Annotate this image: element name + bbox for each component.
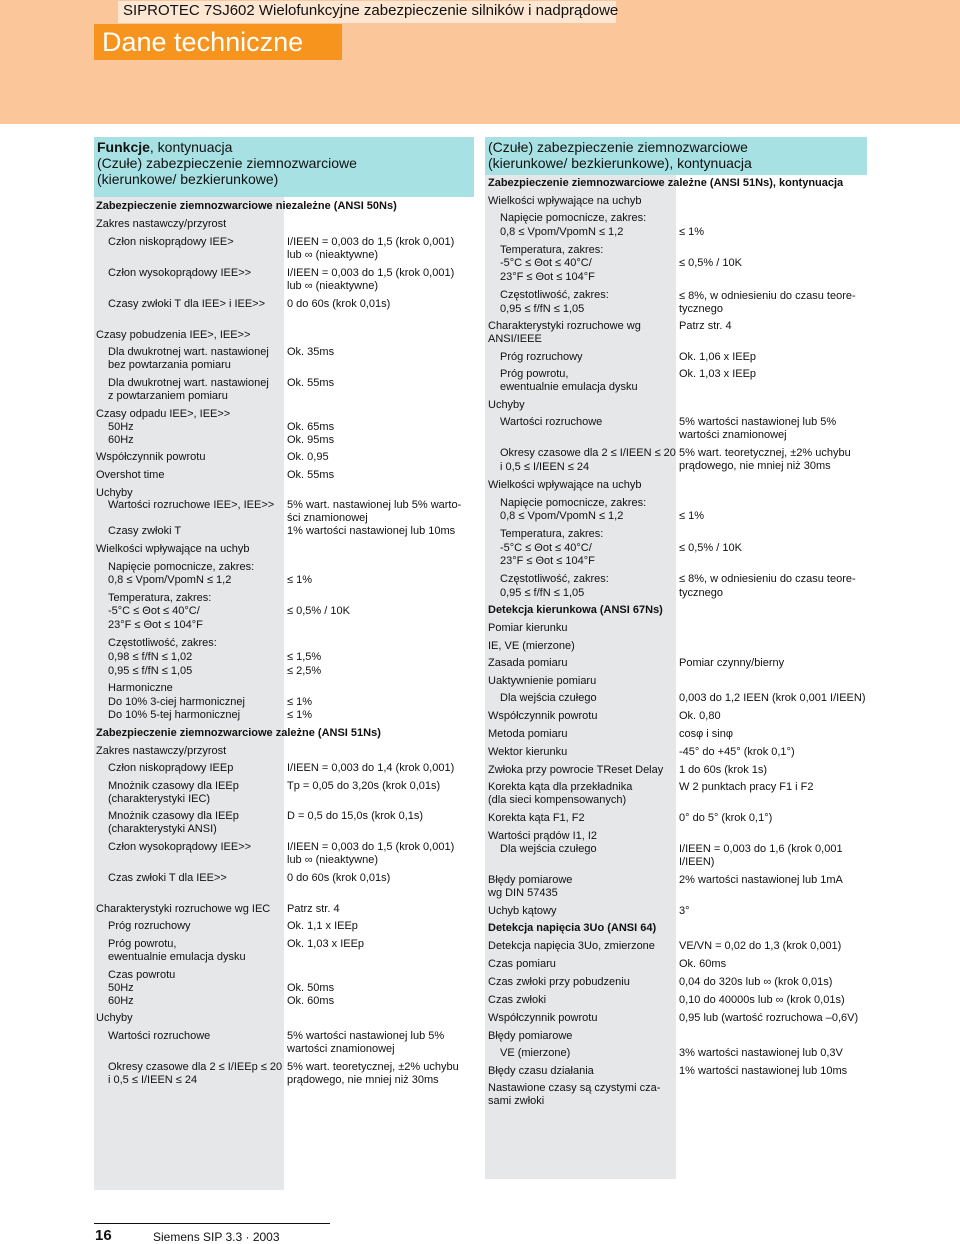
right-param-label: ewentualnie emulacja dysku — [500, 381, 638, 393]
right-param-label: Nastawione czasy są czystymi cza- — [488, 1082, 661, 1094]
left-param-value: ≤ 2,5% — [287, 665, 322, 677]
document-title: SIPROTEC 7SJ602 Wielofunkcyjne zabezpieczenie silników i nadprądowe — [118, 1, 616, 23]
left-param-label: Człon niskoprądowy IEE> — [108, 236, 234, 248]
right-param-label: Czas zwłoki przy pobudzeniu — [488, 976, 630, 988]
left-param-label: i 0,5 ≤ I/IEEN ≤ 24 — [108, 1074, 198, 1086]
right-param-label: -5°C ≤ Θot ≤ 40°C/ — [500, 257, 592, 269]
left-param-label: Uchyby — [96, 1012, 133, 1024]
left-param-value: lub ∞ (nieaktywne) — [287, 249, 378, 261]
right-param-value: 3° — [679, 905, 690, 917]
left-param-value: 0 do 60s (krok 0,01s) — [287, 298, 391, 310]
right-param-label: 0,8 ≤ Vpom/VpomN ≤ 1,2 — [500, 510, 624, 522]
left-param-label: Uchyby — [96, 487, 133, 499]
right-param-label: Błędy pomiarowe — [488, 874, 573, 886]
left-param-value: Ok. 50ms — [287, 982, 335, 994]
left-heading-bold: Funkcje — [97, 139, 150, 155]
left-param-label: bez powtarzania pomiaru — [108, 359, 231, 371]
right-param-label: Próg rozruchowy — [500, 351, 583, 363]
left-param-value: Ok. 55ms — [287, 377, 335, 389]
right-param-label: Błędy pomiarowe — [488, 1030, 573, 1042]
left-param-label: Harmoniczne — [108, 682, 173, 694]
left-param-label: Napięcie pomocnicze, zakres: — [108, 561, 255, 573]
left-param-value: 0 do 60s (krok 0,01s) — [287, 872, 391, 884]
left-param-value: wartości znamionowej — [287, 1043, 395, 1055]
left-param-label: (charakterystyki ANSI) — [108, 823, 217, 835]
left-param-label: 50Hz — [108, 421, 134, 433]
right-section-heading — [485, 137, 867, 175]
left-param-label: Próg rozruchowy — [108, 920, 191, 932]
left-param-label: Człon wysokoprądowy IEE>> — [108, 841, 252, 853]
left-param-label: 50Hz — [108, 982, 134, 994]
right-param-value: 3% wartości nastawionej lub 0,3V — [679, 1047, 843, 1059]
right-param-label: 0,95 ≤ f/fN ≤ 1,05 — [500, 587, 585, 599]
left-param-label: Okresy czasowe dla 2 ≤ I/IEEp ≤ 20 — [108, 1061, 283, 1073]
left-param-value: Ok. 1,03 x IEEp — [287, 938, 365, 950]
left-param-value: Ok. 0,95 — [287, 451, 329, 463]
right-param-label: Wielkości wpływające na uchyb — [488, 195, 642, 207]
page-number: 16 — [95, 1227, 112, 1244]
left-param-value: 5% wart. teoretycznej, ±2% uchybu — [287, 1061, 459, 1073]
left-param-label: Mnożnik czasowy dla IEEp — [108, 810, 239, 822]
left-param-label: Zabezpieczenie ziemnozwarciowe niezależne (ANSI 50Ns) — [96, 200, 397, 212]
left-param-label: Do 10% 3-ciej harmonicznej — [108, 696, 245, 708]
left-param-value: 5% wartości nastawionej lub 5% — [287, 1030, 445, 1042]
left-param-value: ści znamionowej — [287, 512, 368, 524]
right-param-label: VE (mierzone) — [500, 1047, 571, 1059]
right-param-value: Patrz str. 4 — [679, 320, 732, 332]
right-param-label: Współczynnik powrotu — [488, 710, 598, 722]
right-param-label: Zasada pomiaru — [488, 657, 568, 669]
right-param-value: cosφ i sinφ — [679, 728, 734, 740]
right-param-value: tycznego — [679, 587, 724, 599]
footer-rule — [94, 1223, 330, 1224]
right-param-value: VE/VN = 0,02 do 1,3 (krok 0,001) — [679, 940, 842, 952]
left-param-value: Tp = 0,05 do 3,20s (krok 0,01s) — [287, 780, 441, 792]
right-param-value: 1 do 60s (krok 1s) — [679, 764, 768, 776]
left-param-label: Wartości rozruchowe IEE>, IEE>> — [108, 499, 275, 511]
left-param-label: 0,95 ≤ f/fN ≤ 1,05 — [108, 665, 193, 677]
right-param-label: Detekcja napięcia 3Uo (ANSI 64) — [488, 922, 657, 934]
right-heading-rest: , kontynuacja — [669, 155, 752, 171]
right-param-label: Błędy czasu działania — [488, 1065, 594, 1077]
right-param-label: Temperatura, zakres: — [500, 528, 604, 540]
right-param-label: Korekta kąta dla przekładnika — [488, 781, 633, 793]
left-param-label: Charakterystyki rozruchowe wg IEC — [96, 903, 271, 915]
right-param-label: Dla wejścia czułego — [500, 843, 597, 855]
right-param-label: 0,8 ≤ Vpom/VpomN ≤ 1,2 — [500, 226, 624, 238]
right-param-label: IE, VE (mierzone) — [488, 640, 575, 652]
right-param-label: Korekta kąta F1, F2 — [488, 812, 585, 824]
right-param-value: W 2 punktach pracy F1 i F2 — [679, 781, 814, 793]
left-param-value: lub ∞ (nieaktywne) — [287, 280, 378, 292]
left-param-label: Współczynnik powrotu — [96, 451, 206, 463]
right-param-label: 23°F ≤ Θot ≤ 104°F — [500, 555, 595, 567]
left-param-label: Zakres nastawczy/przyrost — [96, 745, 227, 757]
right-param-value: wartości znamionowej — [679, 429, 787, 441]
left-param-label: z powtarzaniem pomiaru — [108, 390, 228, 402]
right-param-value: 0,10 do 40000s lub ∞ (krok 0,01s) — [679, 994, 845, 1006]
left-param-value: Ok. 60ms — [287, 995, 335, 1007]
right-param-value: I/IEEN = 0,003 do 1,6 (krok 0,001 — [679, 843, 843, 855]
right-param-label: Napięcie pomocnicze, zakres: — [500, 497, 647, 509]
right-param-label: Zwłoka przy powrocie TReset Delay — [488, 764, 664, 776]
right-param-label: Czas zwłoki — [488, 994, 547, 1006]
right-param-value: ≤ 0,5% / 10K — [679, 257, 742, 269]
right-param-label: Wektor kierunku — [488, 746, 568, 758]
left-param-label: Dla dwukrotnej wart. nastawionej — [108, 346, 269, 358]
left-param-label: Do 10% 5-tej harmonicznej — [108, 709, 241, 721]
right-param-value: 1% wartości nastawionej lub 10ms — [679, 1065, 848, 1077]
right-param-value: ≤ 1% — [679, 510, 704, 522]
right-param-label: Metoda pomiaru — [488, 728, 568, 740]
right-param-label: sami zwłoki — [488, 1095, 545, 1107]
right-param-value: Ok. 1,06 x IEEp — [679, 351, 757, 363]
right-param-label: Okresy czasowe dla 2 ≤ I/IEEN ≤ 20 — [500, 447, 676, 459]
left-section-heading — [94, 137, 474, 197]
right-heading-bold: (Czułe) zabezpieczenie ziemnozwarciowe (kierunkowe/ bezkierunkowe) — [488, 139, 748, 171]
right-param-value: 5% wartości nastawionej lub 5% — [679, 416, 837, 428]
right-param-value: ≤ 8%, w odniesieniu do czasu teore- — [679, 573, 856, 585]
left-param-value: I/IEEN = 0,003 do 1,5 (krok 0,001) — [287, 267, 455, 279]
right-param-label: Wartości prądów I1, I2 — [488, 830, 598, 842]
section-title: Dane techniczne — [94, 24, 342, 60]
right-param-label: Uaktywnienie pomiaru — [488, 675, 597, 687]
right-param-label: Wartości rozruchowe — [500, 416, 603, 428]
right-param-label: 23°F ≤ Θot ≤ 104°F — [500, 271, 595, 283]
right-param-label: 0,95 ≤ f/fN ≤ 1,05 — [500, 303, 585, 315]
right-param-label: Czas pomiaru — [488, 958, 556, 970]
left-param-value: Ok. 1,1 x IEEp — [287, 920, 358, 932]
left-param-value: ≤ 1% — [287, 709, 312, 721]
right-param-value: -45° do +45° (krok 0,1°) — [679, 746, 795, 758]
right-param-label: ANSI/IEEE — [488, 333, 542, 345]
right-param-label: Charakterystyki rozruchowe wg — [488, 320, 641, 332]
right-param-value: ≤ 0,5% / 10K — [679, 542, 742, 554]
left-param-value: Ok. 95ms — [287, 434, 335, 446]
left-param-label: Czasy zwłoki T — [108, 525, 182, 537]
left-param-value: 1% wartości nastawionej lub 10ms — [287, 525, 456, 537]
right-param-label: Temperatura, zakres: — [500, 244, 604, 256]
left-param-label: Człon niskoprądowy IEEp — [108, 762, 234, 774]
left-param-label: Częstotliwość, zakres: — [108, 637, 217, 649]
right-param-label: Częstotliwość, zakres: — [500, 573, 609, 585]
left-param-value: ≤ 1,5% — [287, 651, 322, 663]
right-param-value: Pomiar czynny/bierny — [679, 657, 785, 669]
left-param-value: 5% wart. nastawionej lub 5% warto- — [287, 499, 462, 511]
left-param-value: lub ∞ (nieaktywne) — [287, 854, 378, 866]
left-subheading: (Czułe) zabezpieczenie ziemnozwarciowe (kierunkowe/ bezkierunkowe) — [97, 155, 357, 187]
left-param-value: I/IEEN = 0,003 do 1,5 (krok 0,001) — [287, 841, 455, 853]
left-param-label: Czasy odpadu IEE>, IEE>> — [96, 408, 231, 420]
left-param-label: Wielkości wpływające na uchyb — [96, 543, 250, 555]
left-param-label: 23°F ≤ Θot ≤ 104°F — [108, 619, 203, 631]
right-param-value: ≤ 8%, w odniesieniu do czasu teore- — [679, 290, 856, 302]
left-param-value: I/IEEN = 0,003 do 1,5 (krok 0,001) — [287, 236, 455, 248]
left-param-value: ≤ 0,5% / 10K — [287, 605, 350, 617]
right-param-value: tycznego — [679, 303, 724, 315]
right-param-label: -5°C ≤ Θot ≤ 40°C/ — [500, 542, 592, 554]
left-param-label: 60Hz — [108, 995, 134, 1007]
left-param-label: 60Hz — [108, 434, 134, 446]
right-param-value: prądowego, nie mniej niż 30ms — [679, 460, 831, 472]
right-param-label: Napięcie pomocnicze, zakres: — [500, 212, 647, 224]
left-param-label: Zakres nastawczy/przyrost — [96, 218, 227, 230]
right-param-value: Ok. 0,80 — [679, 710, 721, 722]
left-param-value: ≤ 1% — [287, 696, 312, 708]
left-param-label: ewentualnie emulacja dysku — [108, 951, 246, 963]
left-param-value: Ok. 55ms — [287, 469, 335, 481]
left-param-label: Mnożnik czasowy dla IEEp — [108, 780, 239, 792]
right-param-label: Detekcja kierunkowa (ANSI 67Ns) — [488, 604, 663, 616]
left-param-value: Ok. 35ms — [287, 346, 335, 358]
right-param-value: 5% wart. teoretycznej, ±2% uchybu — [679, 447, 851, 459]
left-param-label: Wartości rozruchowe — [108, 1030, 211, 1042]
left-param-value: D = 0,5 do 15,0s (krok 0,1s) — [287, 810, 424, 822]
right-param-label: Uchyby — [488, 399, 525, 411]
right-param-label: wg DIN 57435 — [488, 887, 558, 899]
right-param-label: Pomiar kierunku — [488, 622, 568, 634]
footer-text: Siemens SIP 3.3 · 2003 — [153, 1230, 280, 1244]
right-param-value: 0,003 do 1,2 IEEN (krok 0,001 I/IEEN) — [679, 692, 866, 704]
right-param-value: Ok. 60ms — [679, 958, 727, 970]
right-param-value: 0° do 5° (krok 0,1°) — [679, 812, 773, 824]
left-param-label: (charakterystyki IEC) — [108, 793, 211, 805]
left-param-label: Overshot time — [96, 469, 165, 481]
right-param-label: Wielkości wpływające na uchyb — [488, 479, 642, 491]
left-param-value: Patrz str. 4 — [287, 903, 340, 915]
left-param-label: Temperatura, zakres: — [108, 592, 212, 604]
right-param-label: Zabezpieczenie ziemnozwarciowe zależne (ANSI 51Ns), kontynuacja — [488, 177, 844, 189]
left-heading-rest: , kontynuacja — [149, 139, 233, 155]
right-param-label: (dla sieci kompensowanych) — [488, 794, 627, 806]
left-param-label: Człon wysokoprądowy IEE>> — [108, 267, 252, 279]
right-param-label: Próg powrotu, — [500, 368, 569, 380]
right-param-value: 0,04 do 320s lub ∞ (krok 0,01s) — [679, 976, 833, 988]
left-param-label: Dla dwukrotnej wart. nastawionej — [108, 377, 269, 389]
right-param-value: Ok. 1,03 x IEEp — [679, 368, 757, 380]
right-param-value: 0,95 lub (wartość rozruchowa –0,6V) — [679, 1012, 859, 1024]
left-param-label: Próg powrotu, — [108, 938, 177, 950]
left-param-label: Czas zwłoki T dla IEE>> — [108, 872, 227, 884]
right-param-value: I/IEEN) — [679, 856, 715, 868]
left-param-label: 0,8 ≤ Vpom/VpomN ≤ 1,2 — [108, 574, 232, 586]
right-param-label: Dla wejścia czułego — [500, 692, 597, 704]
right-param-value: ≤ 1% — [679, 226, 704, 238]
left-param-value: I/IEEN = 0,003 do 1,4 (krok 0,001) — [287, 762, 455, 774]
right-param-label: Współczynnik powrotu — [488, 1012, 598, 1024]
left-param-label: Czas powrotu — [108, 969, 176, 981]
left-param-label: 0,98 ≤ f/fN ≤ 1,02 — [108, 651, 193, 663]
left-param-label: Zabezpieczenie ziemnozwarciowe zależne (ANSI 51Ns) — [96, 727, 381, 739]
left-param-value: ≤ 1% — [287, 574, 312, 586]
left-param-value: prądowego, nie mniej niż 30ms — [287, 1074, 439, 1086]
left-param-value: Ok. 65ms — [287, 421, 335, 433]
right-param-label: Częstotliwość, zakres: — [500, 289, 609, 301]
right-param-value: 2% wartości nastawionej lub 1mA — [679, 874, 843, 886]
right-param-label: Detekcja napięcia 3Uo, zmierzone — [488, 940, 655, 952]
right-param-label: Uchyb kątowy — [488, 905, 557, 917]
left-param-label: -5°C ≤ Θot ≤ 40°C/ — [108, 605, 200, 617]
left-param-label: Czasy zwłoki T dla IEE> i IEE>> — [108, 298, 266, 310]
right-param-label: i 0,5 ≤ I/IEEN ≤ 24 — [500, 461, 590, 473]
left-param-label: Czasy pobudzenia IEE>, IEE>> — [96, 329, 251, 341]
